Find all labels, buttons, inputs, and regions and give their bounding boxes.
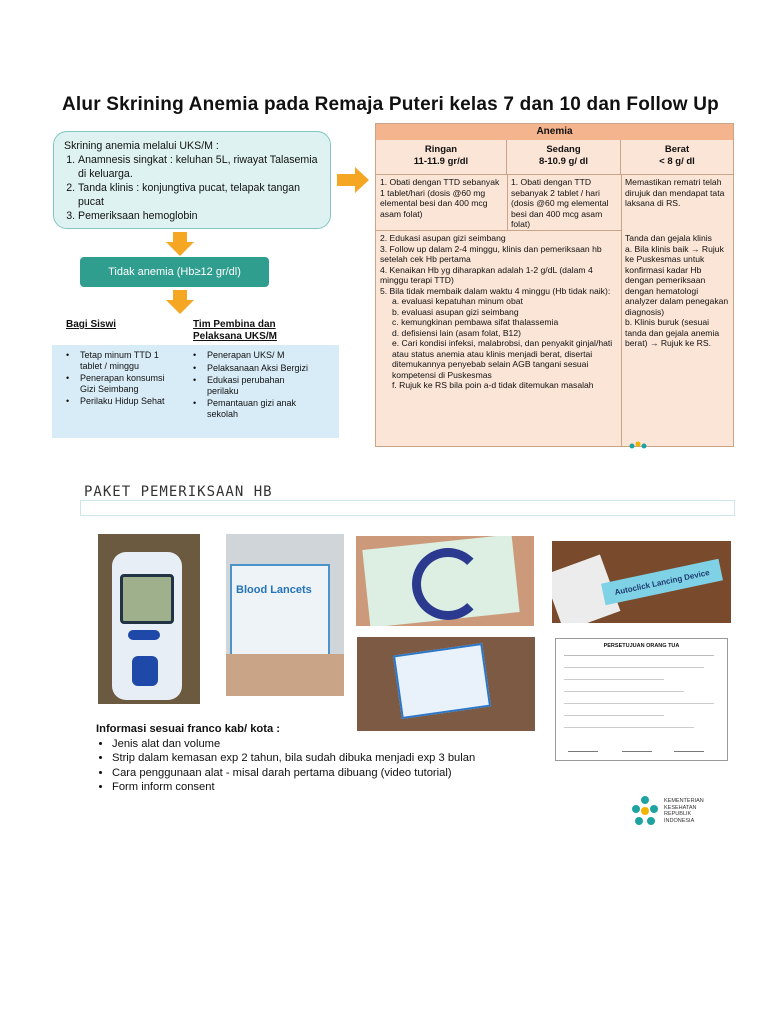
- shared-steps: [376, 230, 621, 394]
- paket-title: PAKET PEMERIKSAAN HB: [84, 484, 273, 500]
- sub-step-item: a. evaluasi kepatuhan minum obat: [392, 296, 523, 306]
- screening-item: 3. Pemeriksaan hemoglobin: [78, 209, 320, 223]
- strip-box-photo: [357, 637, 535, 731]
- kemenkes-logo-icon: [628, 795, 662, 827]
- bagi-siswi-item: Tetap minum TTD 1 tablet / minggu: [80, 350, 159, 371]
- tim-pembina-item: Pemantauan gizi anak sekolah: [207, 398, 297, 419]
- info-title: Informasi sesuai franco kab/ kota :: [96, 723, 281, 735]
- step-item: 2. Edukasi asupan gizi seimbang: [380, 233, 506, 243]
- kemenkes-logo-text: KEMENTERIAN KESEHATAN REPUBLIK INDONESIA: [664, 798, 704, 824]
- berat-item: Tanda dan gejala klinis: [625, 233, 712, 243]
- tim-pembina-heading: Tim Pembina dan Pelaksana UKS/M: [193, 319, 277, 342]
- step-item: 3. Follow up dalam 2-4 minggu, klinis dan pemeriksaan hb setelah cek Hb pertama: [380, 243, 602, 264]
- step-item: 4. Kenaikan Hb yg diharapkan adalah 1-2 g/dL (dalam 4 minggu terapi TTD): [380, 264, 593, 285]
- test-strip-photo: [356, 536, 534, 626]
- sub-step-item: d. defisiensi lain (asam folat, B12): [392, 327, 521, 338]
- blood-lancets-photo: [226, 534, 344, 696]
- divider: [80, 500, 735, 516]
- tim-pembina-list: • Penerapan UKS/ M • Pelaksanaan Aksi Bergizi • Edukasi perubahan perilaku • Pemantauan gizi anak sekolah: [193, 350, 313, 421]
- page-title: Alur Skrining Anemia pada Remaja Puteri kelas 7 dan 10 dan Follow Up: [62, 94, 719, 115]
- bagi-siswi-item: Penerapan konsumsi Gizi Seimbang: [80, 373, 165, 394]
- berat-item: b. Klinis buruk (sesuai tanda dan gejala anemia berat) → Rujuk ke RS.: [625, 317, 720, 348]
- column-range: < 8 g/ dl: [659, 156, 695, 167]
- kemenkes-small-logo-icon: [628, 440, 648, 452]
- no-anemia-box: Tidak anemia (Hb≥12 gr/dl): [80, 257, 269, 287]
- berat-top: Memastikan rematri telah dirujuk dan mendapat tata laksana di RS.: [625, 177, 725, 208]
- column-name: Berat: [664, 144, 690, 155]
- column-berat: [621, 140, 733, 174]
- sub-step-item: f. Rujuk ke RS bila poin a-d tidak ditemukan masalah: [392, 380, 594, 390]
- info-item: • Cara penggunaan alat - misal darah pertama dibuang (video tutorial): [112, 766, 475, 781]
- column-range: 8-10.9 g/ dl: [538, 156, 589, 167]
- consent-title: PERSETUJUAN ORANG TUA: [603, 643, 680, 649]
- info-item: • Strip dalam kemasan exp 2 tahun, bila sudah dibuka menjadi exp 3 bulan: [112, 751, 475, 766]
- lancets-label: Blood Lancets: [236, 584, 312, 596]
- ringan-treatment: 1. Obati dengan TTD sebanyak 1 tablet/hari (dosis @60 mg elemental besi dan 400 mcg asam folat): [380, 177, 500, 219]
- info-item: • Jenis alat dan volume: [112, 737, 475, 752]
- sub-step-item: b. evaluasi asupan gizi seimbang: [392, 306, 519, 317]
- column-sedang: [507, 140, 621, 174]
- bagi-siswi-item: Perilaku Hidup Sehat: [80, 396, 165, 406]
- arrow-right-icon: [337, 167, 369, 193]
- anemia-header: Anemia: [376, 124, 733, 140]
- column-ringan: [376, 140, 507, 174]
- screening-item: 1. Anamnesis singkat : keluhan 5L, riwayat Talasemia di keluarga.: [78, 153, 320, 181]
- autoclick-photo: [552, 541, 731, 623]
- autoclick-label: Autoclick Lancing Device: [601, 559, 723, 605]
- bagi-siswi-list: • Tetap minum TTD 1 tablet / minggu • Penerapan konsumsi Gizi Seimbang • Perilaku Hidup Sehat: [66, 350, 181, 409]
- column-range: 11-11.9 gr/dl: [413, 156, 469, 167]
- screening-heading: Skrining anemia melalui UKS/M :: [64, 140, 219, 152]
- anemia-table: [375, 123, 734, 447]
- hb-meter-photo: [98, 534, 200, 704]
- berat-bottom: [621, 230, 733, 352]
- sub-step-item: c. kemungkinan pembawa sifat thalassemia: [392, 317, 559, 327]
- info-list: [96, 737, 475, 795]
- bagi-siswi-heading: Bagi Siswi: [66, 319, 117, 330]
- tim-pembina-item: Edukasi perubahan perilaku: [207, 375, 285, 396]
- screening-item: 2. Tanda klinis : konjungtiva pucat, telapak tangan pucat: [78, 181, 320, 209]
- tim-pembina-item: Penerapan UKS/ M: [207, 350, 285, 360]
- screening-box: [53, 131, 331, 229]
- column-name: Sedang: [546, 144, 581, 155]
- arrow-down-icon: [166, 290, 194, 314]
- column-name: Ringan: [424, 144, 458, 155]
- tim-pembina-item: Pelaksanaan Aksi Bergizi: [207, 362, 309, 373]
- step-item: 5. Bila tidak membaik dalam waktu 4 minggu (Hb tidak naik):: [380, 285, 611, 296]
- screening-list: [64, 153, 320, 223]
- info-section: [96, 722, 475, 795]
- info-item: • Form inform consent: [112, 780, 475, 795]
- consent-form-photo: [555, 638, 728, 761]
- berat-item: a. Bila klinis baik → Rujuk ke Puskesmas untuk konfirmasi kadar Hb dengan pemeriksaan dengan hematologi analyzer dalam penegakan diagnosis): [625, 243, 729, 317]
- sub-step-item: e. Cari kondisi infeksi, malabrobsi, dan penyakit ginjal/hati atau status anemia atau klinis menjadi berat, disertai ditemukannya penyebab selain AGB tangani sesuai kompetensi di Puskesmas: [392, 338, 613, 380]
- sedang-treatment: 1. Obati dengan TTD sebanyak 2 tablet / hari (dosis @60 mg elemental besi dan 400 mcg asam folat): [511, 177, 609, 229]
- arrow-down-icon: [166, 232, 194, 256]
